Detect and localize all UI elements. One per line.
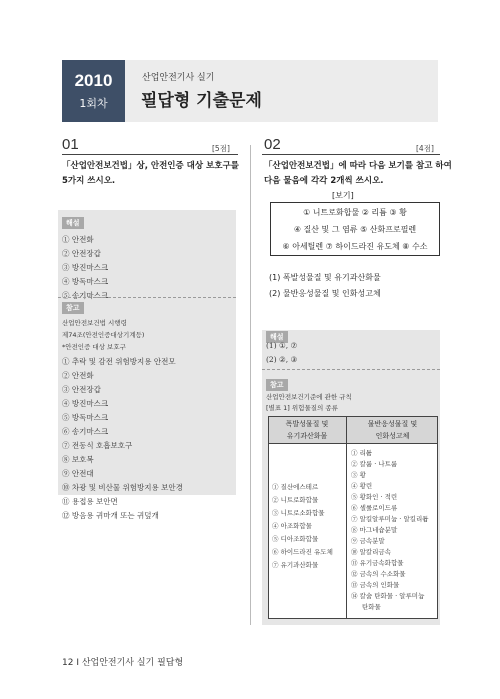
left-item-4: ④ 아조화합물: [272, 522, 312, 530]
right-item-13: ⑬ 금속의 인화물: [351, 581, 400, 589]
column-divider: [250, 145, 251, 625]
q2-answer-1: (1) ①, ⑦: [266, 341, 298, 350]
bogi-line-1: ① 니트로화합물 ② 리튬 ③ 황: [303, 208, 407, 217]
right-item-6: ⑥ 셀룰로이드류: [351, 504, 398, 512]
q2-text-line-2: 다음 물음에 각각 2개씩 쓰시오.: [264, 176, 384, 186]
q2-answer-2: (2) ②, ③: [266, 355, 298, 364]
q2-sub-question-2: (2) 물반응성물질 및 인화성고체: [269, 289, 381, 298]
q2-text-line-1: 「산업안전보건법」에 따라 다음 보기를 참고 하여: [264, 161, 452, 171]
right-item-14: ⑭ 칼슘 탄화물 · 알루미늄: [351, 592, 425, 600]
header-subtitle: 산업안전기사 실기: [142, 73, 215, 83]
q1-rule: [62, 154, 238, 155]
q2-rule: [262, 154, 440, 155]
left-item-5: ⑤ 디아조화합물: [272, 535, 319, 543]
q1-ref-item-2: ② 안전화: [62, 371, 94, 380]
page-footer: 12 I 산업안전기사 실기 필답형: [62, 658, 184, 668]
right-item-5: ⑤ 황화인 · 적린: [351, 493, 398, 501]
q1-points: [5점]: [212, 144, 230, 153]
q2-answer-tag: 해설: [266, 331, 288, 343]
q1-number: 01: [62, 136, 79, 153]
bogi-line-3: ⑥ 아세틸렌 ⑦ 하이드라진 유도체 ⑧ 수소: [282, 242, 428, 251]
q2-points: [4점]: [416, 144, 434, 153]
q1-text-line-2: 5가지 쓰시오.: [62, 176, 116, 186]
q2-sub-question-1: (1) 폭발성물질 및 유기과산화물: [269, 273, 381, 282]
q1-ref-tag: 참고: [62, 302, 84, 314]
right-item-10: ⑩ 알칼리금속: [351, 548, 391, 556]
q2-divider: [262, 369, 440, 370]
right-item-8: ⑧ 마그네슘분말: [351, 526, 398, 534]
left-item-3: ③ 니트로소화합물: [272, 509, 325, 517]
th-left-1: 폭발성물질 및: [285, 420, 329, 428]
q1-ref-item-12: ⑫ 방음용 귀마개 또는 귀덮개: [62, 511, 159, 520]
left-item-1: ① 질산에스테르: [272, 483, 319, 491]
right-item-2: ② 칼륨 · 나트륨: [351, 460, 398, 468]
th-right-1: 물반응성물질 및: [367, 420, 418, 428]
right-item-11: ⑪ 유기금속화합물: [351, 559, 404, 567]
page-title: 필답형 기출문제: [141, 91, 262, 111]
right-item-9: ⑨ 금속분말: [351, 537, 385, 545]
right-item-14-cont: 탄화물: [362, 603, 381, 611]
q1-ref-item-11: ⑪ 용접용 보안면: [62, 497, 118, 506]
q1-answer-2: ② 안전장갑: [62, 249, 101, 258]
q1-ref-item-9: ⑨ 안전대: [62, 469, 94, 478]
q1-answer-4: ④ 방독마스크: [62, 277, 109, 286]
th-right-2: 인화성고체: [375, 432, 410, 440]
left-item-7: ⑦ 유기과산화물: [272, 561, 319, 569]
year-label: 2010: [74, 71, 113, 90]
q1-ref-line-2: 제74조(안전인증대상기계등): [62, 331, 145, 339]
q1-answer-1: ① 안전화: [62, 235, 94, 244]
bogi-title: [보기]: [332, 191, 354, 200]
q1-ref-line-1: 산업안전보건법 시행령: [62, 319, 127, 327]
q1-ref-line-3: *안전인증 대상 보호구: [62, 343, 126, 351]
q1-ref-item-7: ⑦ 전동식 호흡보호구: [62, 441, 133, 450]
right-item-4: ④ 황린: [351, 482, 373, 490]
q1-ref-item-1: ① 추락 및 감전 위험방지용 안전모: [62, 357, 176, 366]
q1-ref-item-8: ⑧ 보호복: [62, 455, 94, 464]
round-label: 1회차: [79, 97, 108, 110]
q2-ref-line-2: [별표 1] 위험물질의 종류: [266, 404, 338, 412]
q1-answer-5: ⑤ 송기마스크: [62, 291, 109, 300]
hazard-table-divider: [346, 416, 347, 619]
q1-ref-item-3: ③ 안전장갑: [62, 385, 101, 394]
right-item-1: ① 리튬: [351, 449, 373, 457]
q1-ref-item-5: ⑤ 방독마스크: [62, 413, 109, 422]
right-item-3: ③ 황: [351, 471, 366, 479]
right-item-12: ⑫ 금속의 수소화물: [351, 570, 406, 578]
q1-divider: [58, 297, 236, 298]
th-left-2: 유기과산화물: [286, 432, 328, 440]
bogi-line-2: ④ 질산 및 그 염류 ⑤ 산화프로필렌: [293, 225, 417, 234]
q2-number: 02: [264, 136, 281, 153]
right-item-7: ⑦ 알킬알루미늄 · 알킬리튬: [351, 515, 429, 523]
q1-ref-item-10: ⑩ 차광 및 비산물 위험방지용 보안경: [62, 483, 183, 492]
left-item-6: ⑥ 하이드라진 유도체: [272, 548, 333, 556]
q1-ref-item-4: ④ 방진마스크: [62, 399, 109, 408]
q1-answer-3: ③ 방진마스크: [62, 263, 109, 272]
q1-answer-tag: 해설: [62, 217, 84, 229]
q2-ref-line-1: 산업안전보건기준에 관한 규칙: [266, 393, 352, 401]
year-badge: [62, 60, 125, 122]
q1-ref-item-6: ⑥ 송기마스크: [62, 427, 109, 436]
left-item-2: ② 니트로화합물: [272, 496, 319, 504]
q1-text-line-1: 「산업안전보건법」상, 안전인증 대상 보호구를: [62, 161, 239, 171]
q2-ref-tag: 참고: [266, 379, 288, 391]
